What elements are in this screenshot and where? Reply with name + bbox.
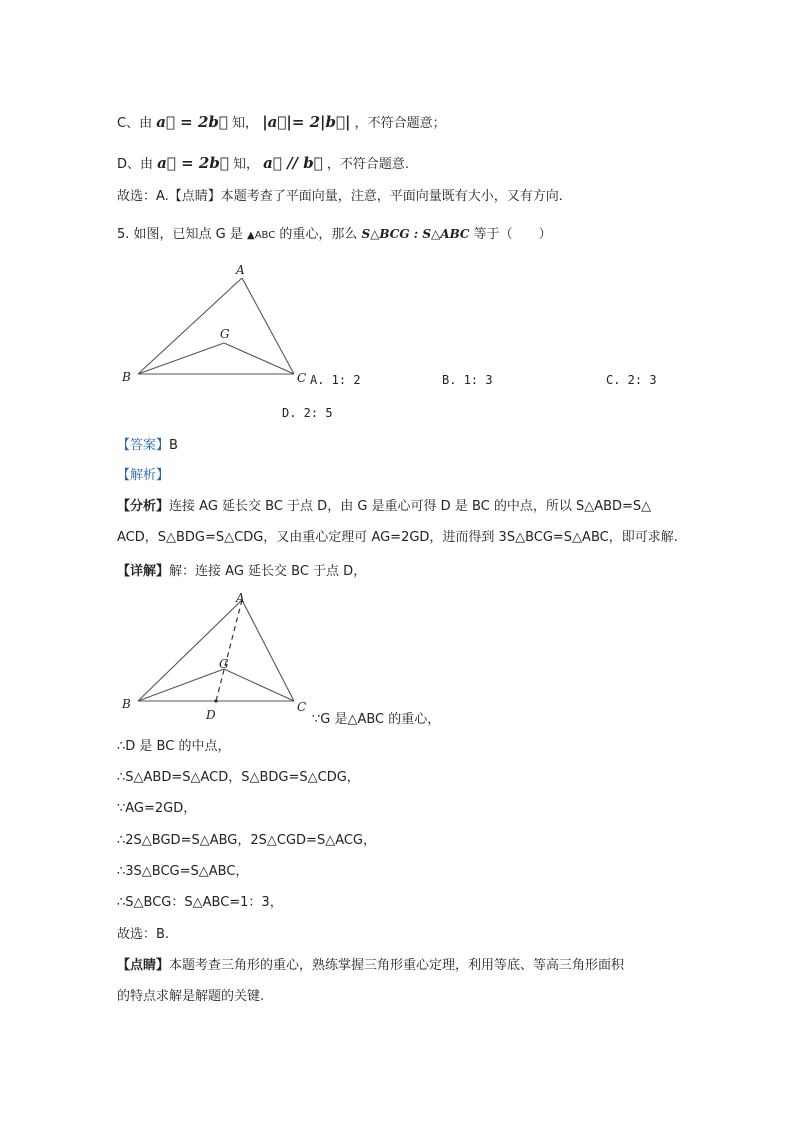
edge-ab-2: [138, 600, 242, 701]
q5-stem-prefix: 5. 如图，已知点 G 是: [117, 227, 243, 242]
option-d-suffix: ，不符合题意.: [326, 157, 410, 172]
step-8: 故选：B.: [117, 927, 170, 942]
segment-bg: [138, 343, 224, 374]
step-3: ∴S△ABD=S△ACD，S△BDG=S△CDG，: [117, 770, 360, 785]
segment-bg-2: [138, 669, 224, 701]
option-c-line: [117, 112, 446, 134]
answer-line: [117, 436, 178, 456]
q5-stem-mid: 的重心，那么: [279, 227, 358, 242]
edge-ac: [242, 278, 294, 374]
option-d-prefix: D、由: [117, 157, 154, 172]
q4-conclusion: 故选：A.【点睛】本题考查了平面向量，注意，平面向量既有大小，又有方向.: [117, 189, 563, 204]
option-d-equation: a⃗ = 2b⃗: [157, 154, 229, 172]
triangle-figure-1: [118, 258, 318, 388]
label-g: G: [220, 327, 230, 341]
q5-ratio-expression: S△BCG : S△ABC: [361, 227, 470, 241]
step-6: ∴3S△BCG=S△ABC，: [117, 864, 249, 879]
step-4: ∵AG=2GD，: [117, 801, 197, 816]
detail-line: [117, 562, 366, 582]
label-c-2: C: [297, 700, 307, 714]
step-2: ∴D 是 BC 的中点，: [117, 739, 231, 754]
answer-tag: 【答案】: [117, 438, 170, 453]
label-b-2: B: [122, 697, 131, 711]
option-c-equation: a⃗ = 2b⃗: [156, 113, 228, 131]
edge-ac-2: [242, 600, 294, 701]
analysis-header: [117, 466, 169, 486]
detail-intro: 解：连接 AG 延长交 BC 于点 D，: [169, 564, 367, 579]
option-d-line: [117, 153, 409, 175]
option-c-suffix: ，不符合题意；: [354, 116, 446, 131]
choice-a: A. 1: 2: [310, 373, 361, 387]
answer-value: B: [169, 438, 178, 453]
analysis-tag: 【解析】: [117, 468, 170, 483]
review-title: 【点睛】: [117, 958, 170, 973]
option-c-mid: 知，: [232, 116, 259, 131]
step-7: ∴S△BCG：S△ABC=1：3，: [117, 895, 283, 910]
label-c: C: [297, 371, 307, 385]
choice-b: B. 1: 3: [442, 373, 493, 387]
review-line-2: 的特点求解是解题的关键.: [117, 989, 265, 1004]
q5-stem-suffix: 等于（ ）: [473, 227, 552, 242]
choice-d: D. 2: 5: [282, 406, 333, 420]
review-text-1: 本题考查三角形的重心，熟练掌握三角形重心定理，利用等底、等高三角形面积: [169, 958, 625, 973]
option-d-mid: 知，: [232, 157, 259, 172]
point-d: [214, 699, 217, 702]
edge-ab: [138, 278, 242, 374]
analysis-title: 【分析】: [117, 499, 170, 514]
triangle-figure-2: [118, 590, 318, 725]
detail-title: 【详解】: [117, 564, 170, 579]
median-ad: [216, 600, 242, 701]
analysis-line-2: ACD，S△BDG=S△CDG，又由重心定理可 AG=2GD，进而得到 3S△BCG=S△ABC，即可求解.: [117, 530, 678, 545]
review-line-1: [117, 956, 624, 976]
step-1: ∵G 是△ABC 的重心，: [312, 712, 441, 727]
choice-c: C. 2: 3: [606, 373, 657, 387]
option-d-relation: a⃗ // b⃗: [263, 154, 323, 172]
segment-gc: [224, 343, 294, 374]
step-5: ∴2S△BGD=S△ABG，2S△CGD=S△ACG，: [117, 833, 377, 848]
label-a-2: A: [236, 591, 245, 605]
q5-stem-triangle: ▲ABC: [247, 230, 276, 241]
analysis-text-1: 连接 AG 延长交 BC 于点 D，由 G 是重心可得 D 是 BC 的中点，所以 S△ABD=S△: [169, 499, 652, 514]
analysis-line-1: [117, 497, 651, 517]
segment-gc-2: [224, 669, 294, 701]
q5-stem: [117, 224, 552, 246]
option-c-prefix: C、由: [117, 116, 153, 131]
label-a: A: [236, 263, 245, 277]
label-b: B: [122, 370, 131, 384]
label-d-2: D: [206, 708, 216, 722]
label-g-2: G: [219, 657, 229, 671]
option-c-relation: |a⃗|= 2|b⃗|: [262, 113, 351, 131]
